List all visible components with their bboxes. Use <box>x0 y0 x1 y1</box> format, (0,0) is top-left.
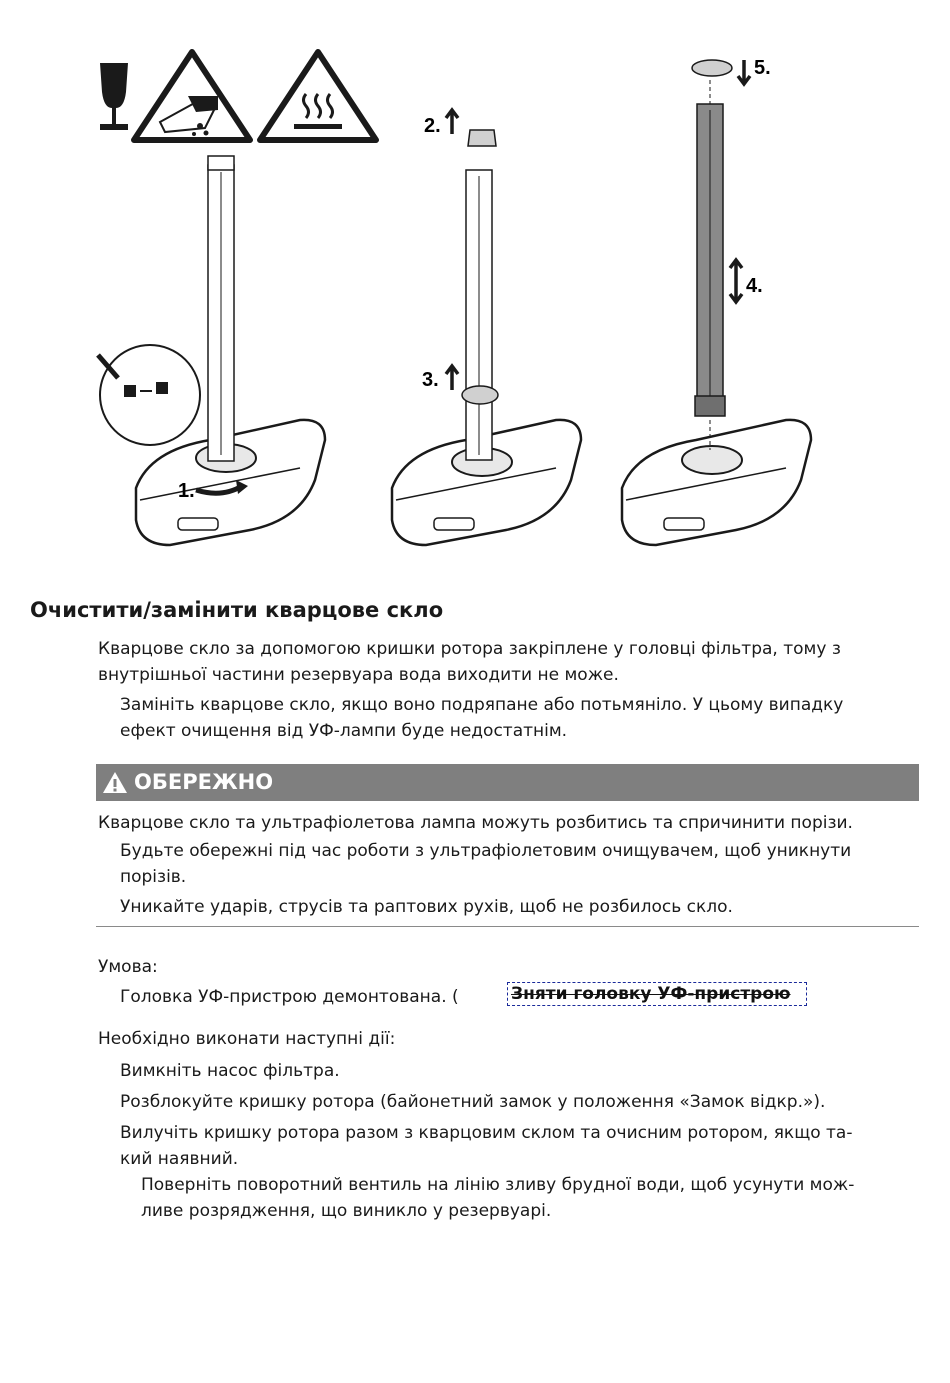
step-3-line-1: Вилучіть кришку ротора разом з кварцовим склом та очисним ротором, якщо та- <box>120 1123 853 1143</box>
warning-item-1-line-2: порізів. <box>120 867 187 887</box>
warning-triangle-icon <box>102 771 128 794</box>
warning-item-2: Уникайте ударів, струсів та раптових рухів, щоб не розбилось скло. <box>120 897 733 917</box>
step-label-4: 4. <box>746 275 763 297</box>
step-label-1: 1. <box>178 480 195 502</box>
condition-text: Головка УФ-пристрою демонтована. ( <box>120 987 459 1007</box>
assembly-illustration <box>0 0 950 580</box>
intro-line-2: внутрішньої частини резервуара вода виходити не може. <box>98 665 619 685</box>
condition-label: Умова: <box>98 957 158 977</box>
step-4-line-1: Поверніть поворотний вентиль на лінію зливу брудної води, щоб усунути мож- <box>141 1175 855 1195</box>
fragile-glass-icon <box>100 63 128 130</box>
intro-line-1: Кварцове скло за допомогою кришки ротора закріплене у головці фільтра, тому з <box>98 639 841 659</box>
hot-surface-icon <box>260 52 376 140</box>
filter-unit-step1 <box>98 156 325 545</box>
steps-label: Необхідно виконати наступні дії: <box>98 1029 396 1049</box>
step-label-3: 3. <box>422 369 439 391</box>
step-label-2: 2. <box>424 115 441 137</box>
cut-hazard-icon <box>134 52 250 140</box>
warning-title: ОБЕРЕЖНО <box>134 770 274 794</box>
note-line-2: ефект очищення від УФ-лампи буде недостатнім. <box>120 721 568 741</box>
step-1: Вимкніть насос фільтра. <box>120 1061 340 1081</box>
section-title: Очистити/замінити кварцове скло <box>30 598 444 622</box>
step-3-line-2: кий наявний. <box>120 1149 239 1169</box>
remove-uv-head-link[interactable]: Зняти головку УФ-пристрою <box>507 982 807 1006</box>
note-line-1: Замініть кварцове скло, якщо воно подряпане або потьмяніло. У цьому випадку <box>120 695 844 715</box>
warning-end-divider <box>96 926 919 927</box>
warning-banner <box>96 764 919 801</box>
warning-item-1-line-1: Будьте обережні під час роботи з ультрафіолетовим очищувачем, щоб уникнути <box>120 841 852 861</box>
step-label-5: 5. <box>754 57 771 79</box>
warning-text: Кварцове скло та ультрафіолетова лампа можуть розбитись та спричинити порізи. <box>98 813 853 833</box>
filter-unit-step4-5 <box>622 60 811 545</box>
filter-unit-step2-3 <box>392 110 581 545</box>
step-2: Розблокуйте кришку ротора (байонетний замок у положення «Замок відкр.»). <box>120 1092 826 1112</box>
step-4-line-2: ливе розрядження, що виникло у резервуарі. <box>141 1201 552 1221</box>
